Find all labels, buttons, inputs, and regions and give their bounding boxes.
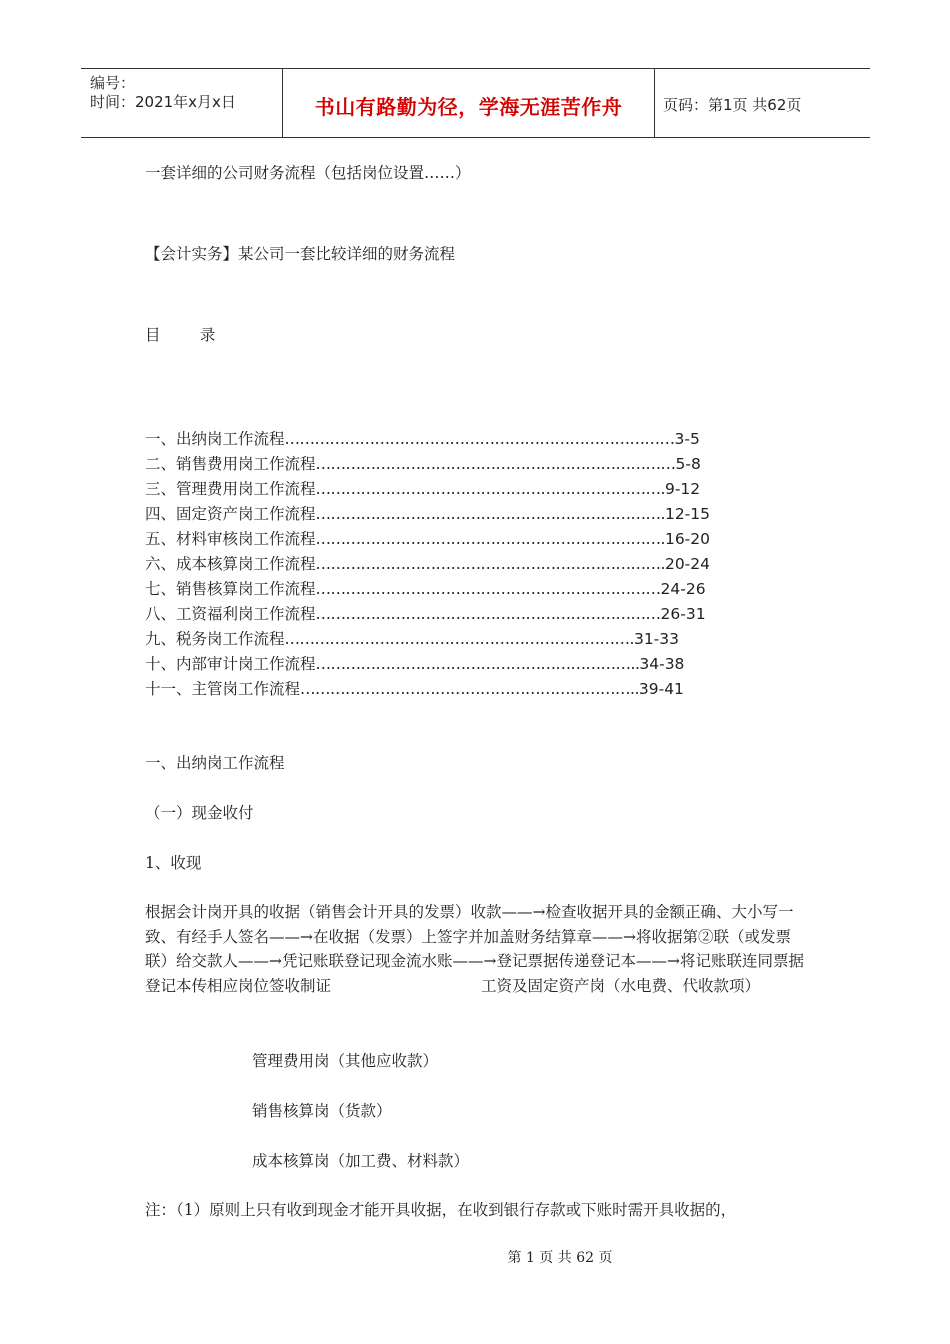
toc-entry-dots: ……………………………………………………….. (315, 655, 640, 673)
toc-entry-pages: 5-8 (675, 455, 701, 473)
toc-entry-label: 十、内部审计岗工作流程 (145, 655, 316, 673)
toc-entry-pages: 39-41 (638, 680, 684, 698)
toc-entry-dots: ………………………………………………………….. (300, 680, 639, 698)
toc-entry (145, 602, 706, 624)
sub-item-1: 管理费用岗（其他应收款） (252, 1052, 439, 1070)
toc-entry-dots: …………………………………………………………………… (284, 430, 675, 448)
toc-entry-label: 三、管理费用岗工作流程 (145, 480, 316, 498)
toc-entry-label: 九、税务岗工作流程 (145, 630, 285, 648)
time-label: 时间：2021年x月x日 (90, 93, 236, 111)
document-subtitle: 【会计实务】某公司一套比较详细的财务流程 (145, 245, 456, 263)
document-header-table (81, 68, 870, 138)
toc-entry-label: 七、销售核算岗工作流程 (145, 580, 316, 598)
toc-entry-pages: 9-12 (664, 480, 701, 498)
toc-entry (145, 577, 706, 599)
toc-entry-dots: ……………………………………………………………… (315, 455, 676, 473)
header-motto-cell (282, 69, 655, 137)
toc-entry (145, 527, 710, 549)
toc-entry-label: 一、出纳岗工作流程 (145, 430, 285, 448)
toc-entry-pages: 34-38 (639, 655, 685, 673)
toc-entry-pages: 20-24 (664, 555, 710, 573)
toc-entry (145, 677, 684, 699)
toc-entry (145, 427, 700, 449)
toc-entry-dots: ……………………………………………………………. (315, 530, 665, 548)
toc-entry (145, 552, 710, 574)
toc-entry-label: 八、工资福利岗工作流程 (145, 605, 316, 623)
toc-entry-pages: 26-31 (660, 605, 706, 623)
toc-entry (145, 502, 710, 524)
process-paragraph-tail: 工资及固定资产岗（水电费、代收款项） (481, 976, 761, 995)
toc-entry-dots: ……………………………………………………………. (315, 555, 665, 573)
toc-entry-pages: 12-15 (664, 505, 710, 523)
item-heading: 1、收现 (145, 854, 202, 872)
toc-heading: 目 录 (145, 326, 216, 344)
toc-entry (145, 627, 679, 649)
toc-entry-label: 二、销售费用岗工作流程 (145, 455, 316, 473)
toc-entry-label: 四、固定资产岗工作流程 (145, 505, 316, 523)
header-page-cell (655, 69, 870, 137)
toc-entry-dots: ……………………………………………………………. (315, 480, 665, 498)
toc-entry-dots: …………………………………………………………… (315, 580, 661, 598)
toc-entry (145, 452, 701, 474)
toc-entry (145, 652, 684, 674)
toc-entry-dots: ……………………………………………………………. (315, 505, 665, 523)
note-text: 注：（1）原则上只有收到现金才能开具收据，在收到银行存款或下账时需开具收据的， (145, 1201, 737, 1219)
section-heading: 一、出纳岗工作流程 (145, 754, 285, 772)
toc-entry-pages: 24-26 (660, 580, 706, 598)
number-label: 编号： (90, 74, 136, 92)
header-meta-cell (81, 69, 282, 137)
subsection-heading: （一）现金收付 (145, 804, 254, 822)
toc-entry-label: 六、成本核算岗工作流程 (145, 555, 316, 573)
page-footer: 第 1 页 共 62 页 (507, 1250, 613, 1266)
sub-item-2: 销售核算岗（货款） (252, 1102, 392, 1120)
motto: 书山有路勤为径，学海无涯苦作舟 (314, 95, 623, 119)
toc-entry-label: 五、材料审核岗工作流程 (145, 530, 316, 548)
sub-item-3: 成本核算岗（加工费、材料款） (252, 1152, 470, 1170)
toc-entry (145, 477, 700, 499)
toc-entry-dots: …………………………………………………………… (315, 605, 661, 623)
toc-entry-dots: ……………………………………………………………. (284, 630, 634, 648)
process-paragraph (145, 900, 805, 998)
document-title: 一套详细的公司财务流程（包括岗位设置……） (145, 164, 471, 182)
page-label: 页码：第1页 共62页 (663, 96, 802, 114)
toc-entry-pages: 31-33 (633, 630, 679, 648)
toc-entry-pages: 16-20 (664, 530, 710, 548)
toc-entry-pages: 3-5 (674, 430, 700, 448)
process-paragraph-text: 根据会计岗开具的收据（销售会计开具的发票）收款——→检查收据开具的金额正确、大小写一致、有经手人签名——→在收据（发票）上签字并加盖财务结算章——→将收据第②联（或发票联）给交款人——→凭记账联登记现金流水账——→登记票据传递登记本——→将记账联连同票据登记本传相应岗位签收制证 (145, 903, 804, 995)
toc-entry-label: 十一、主管岗工作流程 (145, 680, 301, 698)
